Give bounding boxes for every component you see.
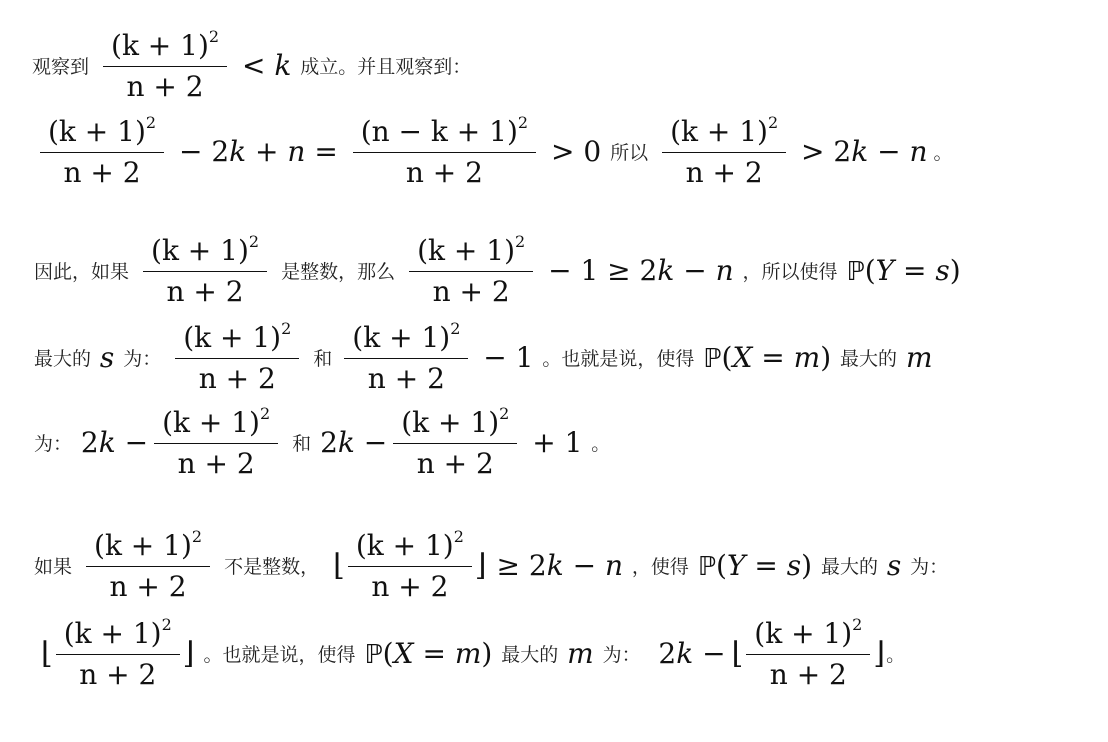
- fraction-k1-n2: $\frac{(k + 1)^2}{n + 2}$: [175, 320, 299, 395]
- math-expr: − 2k + n =: [170, 135, 347, 169]
- fraction-k1-n2: $\frac{(k + 1)^2}{n + 2}$: [344, 320, 468, 395]
- text-is-integer: 是整数，那么: [281, 261, 396, 284]
- line-3: [34, 233, 1108, 308]
- text-max: 最大的: [34, 348, 92, 371]
- text-holds: 成立。并且观察到：: [300, 56, 472, 79]
- floor-right: ⌋: [873, 636, 886, 672]
- math-m: m: [897, 341, 933, 375]
- text-that-is: 。也就是说，使得: [542, 348, 695, 371]
- text-observe: 观察到: [32, 56, 90, 79]
- text-is: 为：: [602, 644, 641, 667]
- text-so-that: ，使得: [631, 556, 689, 579]
- math-pxm: ℙ(X = m): [364, 637, 502, 671]
- fraction-k1-n2: $\frac{(k + 1)^2}{n + 2}$: [393, 405, 517, 480]
- line-2: [34, 114, 1108, 189]
- text-is: 为：: [123, 348, 162, 371]
- text-not-integer: 不是整数，: [224, 556, 320, 579]
- math-2k-minus: 2k −: [72, 426, 149, 460]
- fraction-k1-n2: $\frac{(k + 1)^2}{n + 2}$: [86, 528, 210, 603]
- text-period: 。: [886, 644, 906, 667]
- math-pxm: ℙ(X = m): [703, 341, 841, 375]
- floor-left: ⌊: [731, 636, 744, 672]
- math-2k-minus: 2k −: [640, 637, 726, 671]
- text-and: 和: [292, 433, 312, 456]
- text-max-2: 最大的: [840, 348, 898, 371]
- text-max: 最大的: [820, 556, 878, 579]
- math-plus-1: + 1: [523, 426, 592, 460]
- text-period: 。: [591, 433, 611, 456]
- floor-right: ⌋: [182, 636, 195, 672]
- floor-left: ⌊: [41, 636, 53, 672]
- text-max-2: 最大的: [501, 644, 559, 667]
- text-so: 所以: [610, 142, 649, 165]
- math-geq: ≥ 2k − n: [487, 549, 623, 583]
- fraction-k1-n2: $\frac{(k + 1)^2}{n + 2}$: [40, 114, 164, 189]
- fraction-k1-n2: $\frac{(k + 1)^2}{n + 2}$: [348, 528, 472, 603]
- fraction-k1-n2: $\frac{(k + 1)^2}{n + 2}$: [154, 405, 278, 480]
- line-7: [40, 616, 1108, 691]
- text-period: 。: [927, 142, 953, 165]
- math-s: s: [877, 549, 911, 583]
- fraction-nk1-n2: $\frac{(n - k + 1)^2}{n + 2}$: [353, 114, 536, 189]
- math-lt-k: < k: [233, 49, 292, 83]
- fraction-k1-n2: $\frac{(k + 1)^2}{n + 2}$: [143, 233, 267, 308]
- line-5: [34, 405, 1108, 480]
- math-m: m: [558, 637, 603, 671]
- text-therefore-if: 因此，如果: [34, 261, 130, 284]
- math-pys: ℙ(Y = s): [846, 254, 961, 288]
- fraction-k1-n2: $\frac{(k + 1)^2}{n + 2}$: [56, 616, 180, 691]
- math-2k-minus: 2k −: [311, 426, 388, 460]
- text-so-that: ，所以使得: [742, 261, 838, 284]
- text-if: 如果: [34, 556, 73, 579]
- text-is: 为：: [34, 433, 73, 456]
- line-4: [34, 320, 1108, 395]
- fraction-k1-n2: $\frac{(k + 1)^2}{n + 2}$: [746, 616, 870, 691]
- text-that-is: 。也就是说，使得: [203, 644, 356, 667]
- line-1: [32, 28, 1108, 103]
- math-s: s: [91, 341, 124, 375]
- math-gt-2k-n: > 2k − n: [792, 135, 928, 169]
- math-pys: ℙ(Y = s): [697, 549, 821, 583]
- math-ineq: − 1 ≥ 2k − n: [539, 254, 734, 288]
- fraction-k1-n2: $\frac{(k + 1)^2}{n + 2}$: [103, 28, 227, 103]
- fraction-k1-n2: $\frac{(k + 1)^2}{n + 2}$: [662, 114, 786, 189]
- math-minus-1: − 1: [474, 341, 543, 375]
- fraction-k1-n2: $\frac{(k + 1)^2}{n + 2}$: [409, 233, 533, 308]
- text-and: 和: [313, 348, 333, 371]
- line-6: [34, 528, 1108, 603]
- text-is: 为：: [910, 556, 949, 579]
- floor-left: ⌊: [333, 548, 345, 584]
- math-gt-0: > 0: [542, 135, 611, 169]
- floor-right: ⌋: [474, 548, 487, 584]
